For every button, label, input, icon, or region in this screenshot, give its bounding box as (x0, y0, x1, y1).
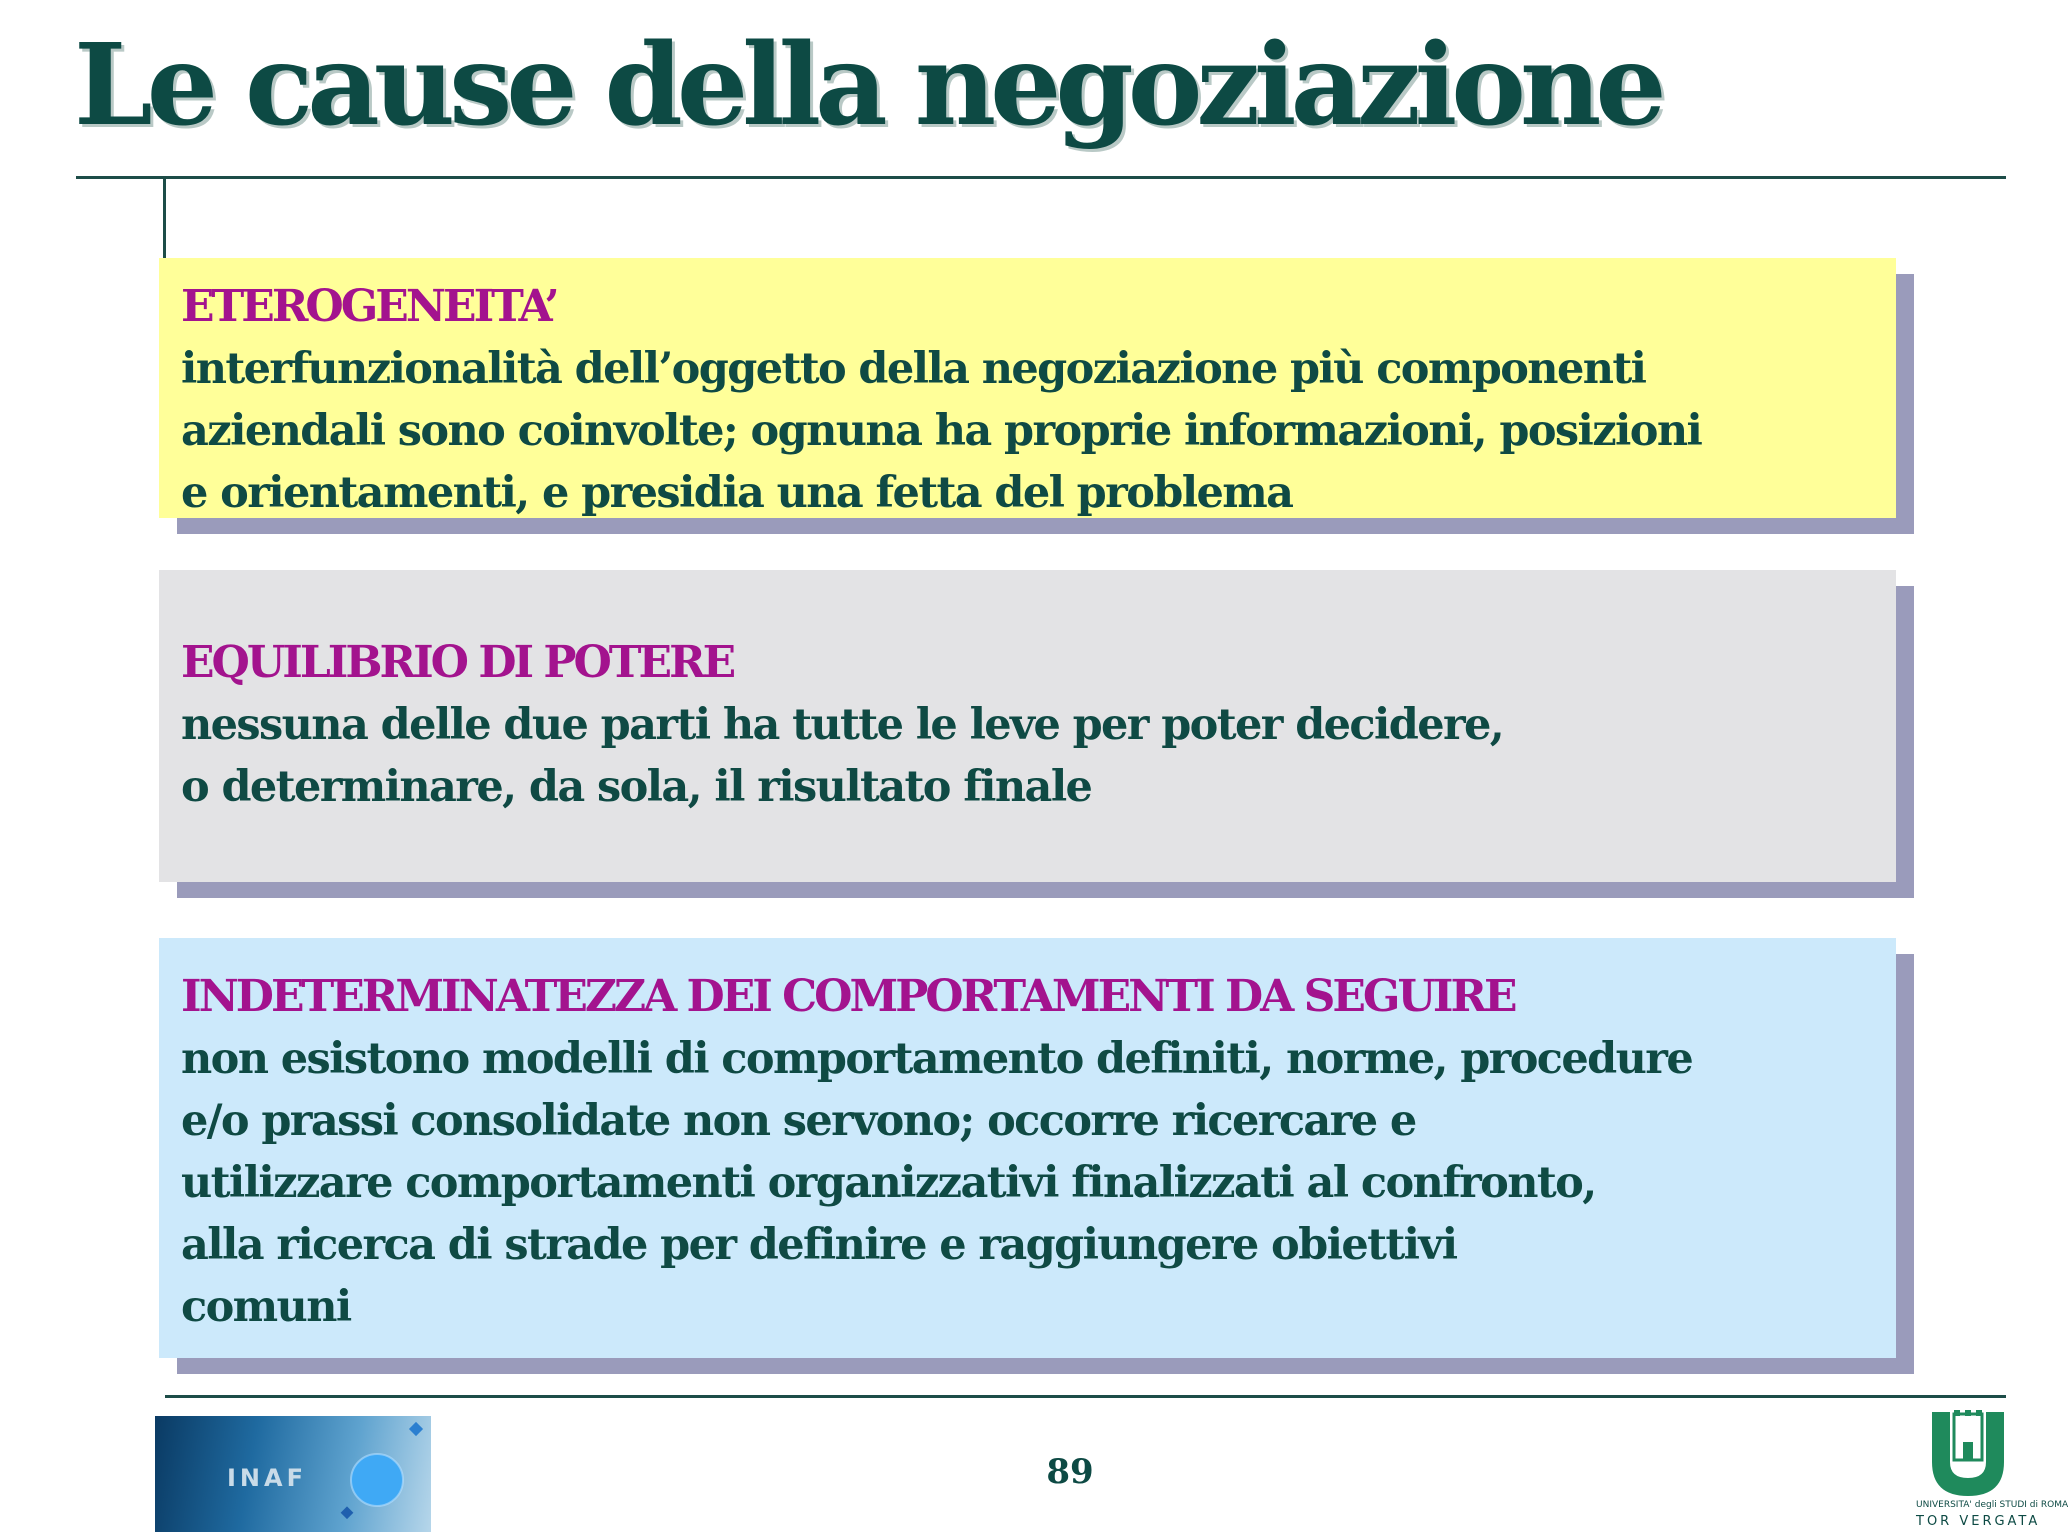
box-body: interfunzionalità dell’oggetto della negoziazione più componenti aziendali sono coinvolte; ognuna ha proprie informazioni, posizioni e orientamenti, e presidia una fetta del problema (181, 344, 1702, 518)
box-heading: EQUILIBRIO DI POTERE (181, 637, 734, 688)
top-divider (76, 176, 2006, 179)
vertical-divider (163, 178, 166, 258)
inaf-logo-text: INAF (227, 1464, 307, 1492)
box-indeterminatezza (159, 938, 1896, 1358)
tor-vergata-university-text: UNIVERSITA' degli STUDI di ROMA (1916, 1500, 2068, 1510)
box-eterogeneita (159, 258, 1896, 518)
box-heading: ETEROGENEITA’ (181, 281, 557, 332)
box-equilibrio-di-potere (159, 570, 1896, 882)
page-number: 89 (1046, 1452, 1094, 1492)
tor-vergata-name-text: TOR VERGATA (1916, 1514, 2041, 1529)
bottom-divider (165, 1395, 2006, 1398)
box-body: non esistono modelli di comportamento definiti, norme, procedure e/o prassi consolidate non servono; occorre ricercare e utilizzare comportamenti organizzativi finalizzati al confronto, alla ricerca di strade per definire e raggiungere obiettivi comuni (181, 1034, 1693, 1332)
inaf-logo (155, 1416, 431, 1532)
slide-title: Le cause della negoziazione (74, 20, 1661, 151)
box-heading: INDETERMINATEZZA DEI COMPORTAMENTI DA SEGUIRE (181, 971, 1515, 1022)
box-body: nessuna delle due parti ha tutte le leve per poter decidere, o determinare, da sola, il risultato finale (181, 700, 1504, 812)
